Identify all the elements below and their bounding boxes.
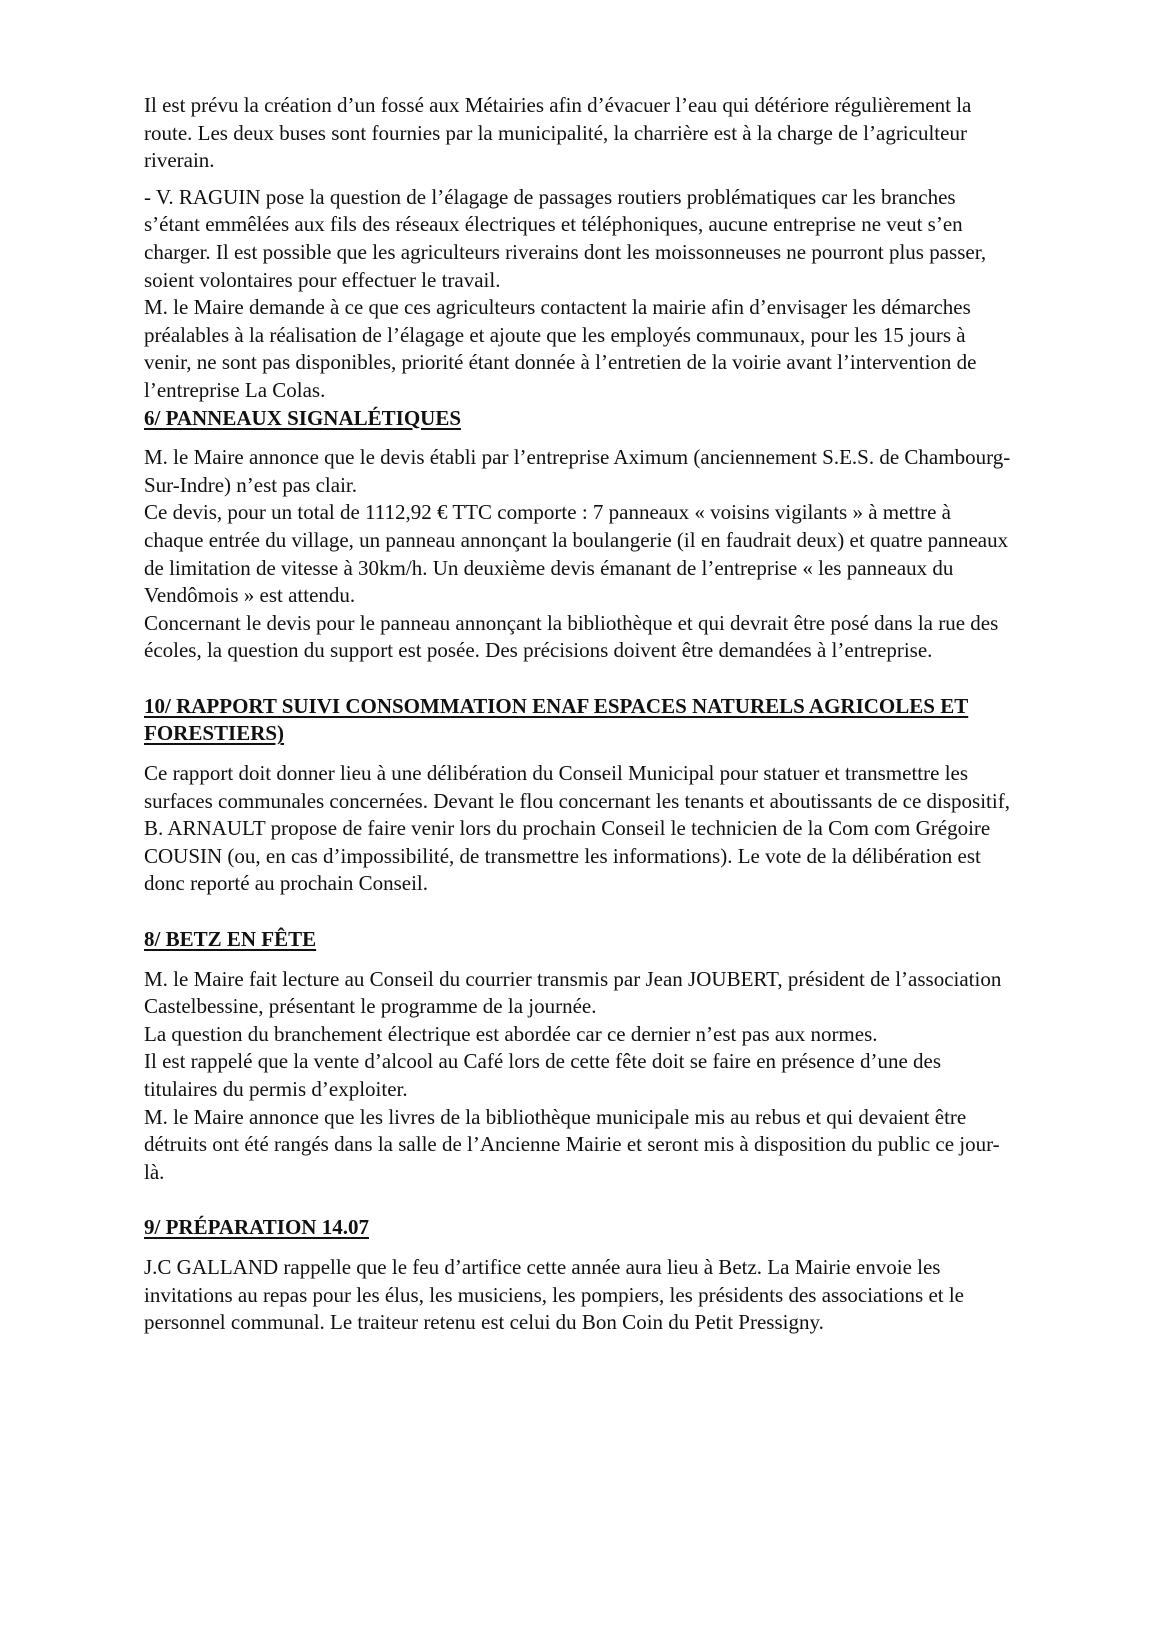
- paragraph-devis-bibliotheque: Concernant le devis pour le panneau annonçant la bibliothèque et qui devrait être posé dans la rue des écoles, la question du support est posée. Des précisions doivent être demandées à l’entreprise.: [144, 610, 999, 663]
- document-page: [144, 92, 1014, 1337]
- paragraph-branchement-electrique: La question du branchement électrique est abordée car ce dernier n’est pas aux normes.: [144, 1021, 878, 1046]
- heading-panneaux-signaletiques: 6/ PANNEAUX SIGNALÉTIQUES: [144, 405, 461, 430]
- paragraph-courrier-joubert: M. le Maire fait lecture au Conseil du courrier transmis par Jean JOUBERT, président de l’association Castelbessine, présentant le programme de la journée.: [144, 966, 1002, 1019]
- paragraph-elagage-maire: M. le Maire demande à ce que ces agriculteurs contactent la mairie afin d’envisager les démarches préalables à la réalisation de l’élagage et ajoute que les employés communaux, pour les 15 jours à venir, ne sont pas disponibles, priorité étant donnée à l’entretien de la voirie avant l’intervention de l’entreprise La Colas.: [144, 295, 977, 402]
- paragraph-livres-bibliotheque: M. le Maire annonce que les livres de la bibliothèque municipale mis au rebus et qui devaient être détruits ont été rangés dans la salle de l’Ancienne Mairie et seront mis à disposition du public ce jour-là.: [144, 1104, 1000, 1184]
- heading-rapport-enaf: 10/ RAPPORT SUIVI CONSOMMATION ENAF ESPACES NATURELS AGRICOLES ET FORESTIERS): [144, 693, 969, 746]
- paragraph-rapport-enaf: Ce rapport doit donner lieu à une délibération du Conseil Municipal pour statuer et transmettre les surfaces communales concernées. Devant le flou concernant les tenants et aboutissants de ce dispositif, B. ARNAULT propose de faire venir lors du prochain Conseil le technicien de la Com com Grégoire COUSIN (ou, en cas d’impossibilité, de transmettre les informations). Le vote de la délibération est donc reporté au prochain Conseil.: [144, 761, 1010, 896]
- paragraph-devis-total: Ce devis, pour un total de 1112,92 € TTC comporte : 7 panneaux « voisins vigilants » à mettre à chaque entrée du village, un panneau annonçant la boulangerie (il en faudrait deux) et quatre panneaux de limitation de vitesse à 30km/h. Un deuxième devis émanant de l’entreprise « les panneaux du Vendômois » est attendu.: [144, 500, 1009, 608]
- paragraph-vente-alcool: Il est rappelé que la vente d’alcool au Café lors de cette fête doit se faire en présence d’une des titulaires du permis d’exploiter.: [144, 1049, 942, 1101]
- paragraph-devis-aximum: M. le Maire annonce que le devis établi par l’entreprise Aximum (anciennement S.E.S. de Chambourg-Sur-Indre) n’est pas clair.: [144, 445, 1011, 497]
- heading-preparation-14-07: 9/ PRÉPARATION 14.07: [144, 1215, 369, 1240]
- paragraph-elagage-question: - V. RAGUIN pose la question de l’élagage de passages routiers problématiques car les branches s’étant emmêlées aux fils des réseaux électriques et téléphoniques, aucune entreprise ne veut s’en charger. Il est possible que les agriculteurs riverains dont les moissonneuses ne pourront plus passer, soient volontaires pour effectuer le travail.: [144, 184, 987, 292]
- heading-betz-en-fete: 8/ BETZ EN FÊTE: [144, 927, 317, 952]
- paragraph-feu-artifice: J.C GALLAND rappelle que le feu d’artifice cette année aura lieu à Betz. La Mairie envoie les invitations au repas pour les élus, les musiciens, les pompiers, les présidents des associations et le personnel communal. Le traiteur retenu est celui du Bon Coin du Petit Pressigny.: [144, 1254, 965, 1335]
- paragraph-fosse-metairies: Il est prévu la création d’un fossé aux Métairies afin d’évacuer l’eau qui détériore régulièrement la route. Les deux buses sont fournies par la municipalité, la charrière est à la charge de l’agriculteur riverain.: [144, 93, 972, 173]
